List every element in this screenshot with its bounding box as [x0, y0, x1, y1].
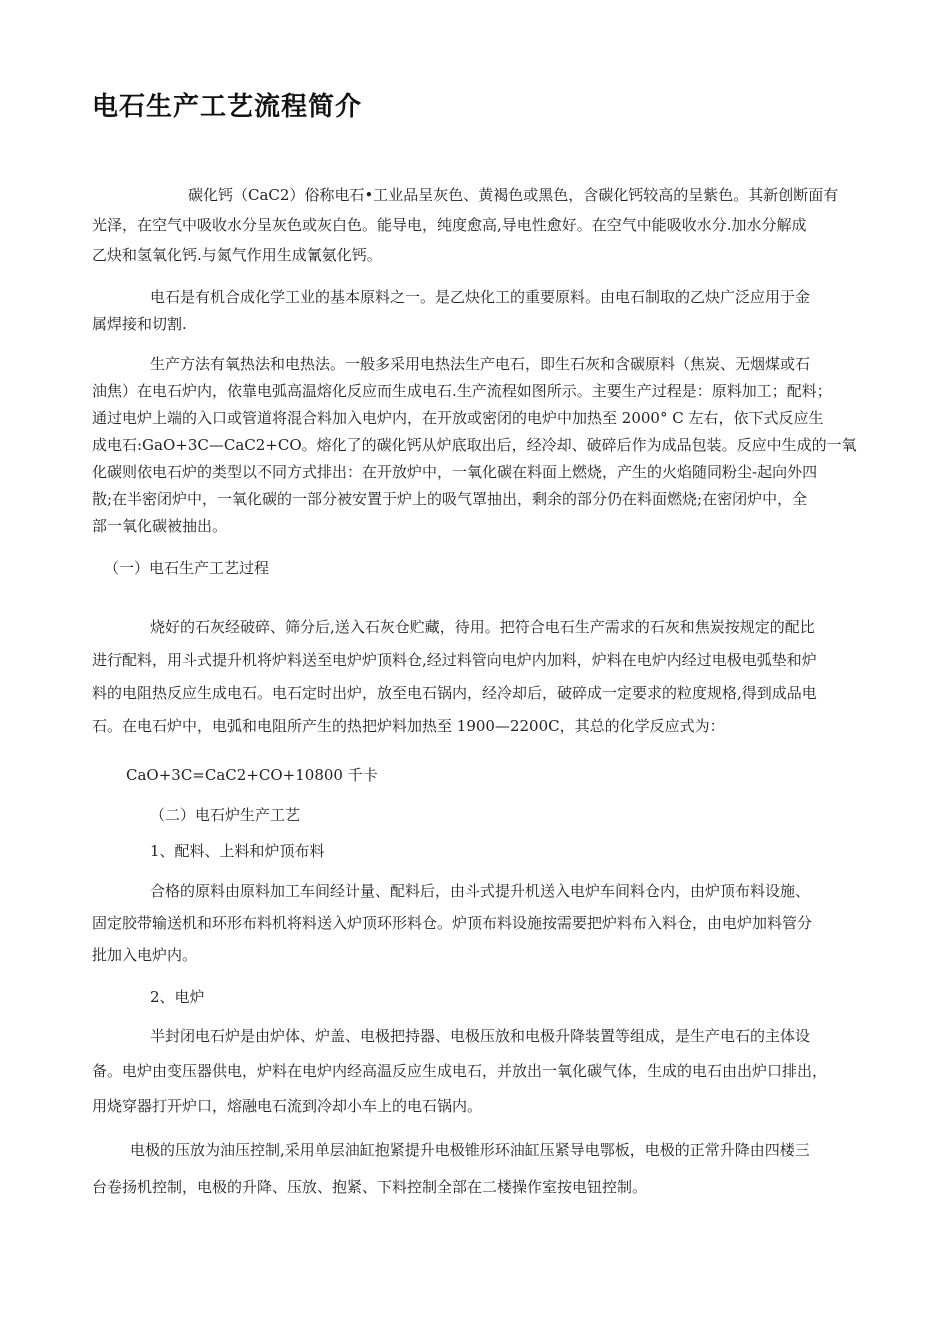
text-line: 备。电炉由变压器供电，炉料在电炉内经高温反应生成电石，并放出一氧化碳气体，生成的电石由出炉口排出，: [92, 1062, 828, 1080]
paragraph-calcium-carbide-properties: [92, 180, 838, 270]
chemical-formula: CaO+3C=CaC2+CO+10800 千卡: [126, 766, 378, 784]
subsection-heading-furnace: 2、电炉: [150, 988, 205, 1006]
text-line: 通过电炉上端的入口或管道将混合料加入电炉内，在开放或密闭的电炉中加热至 2000° C 左右，依下式反应生: [92, 409, 824, 427]
section-heading-1: （一）电石生产工艺过程: [104, 559, 270, 577]
text-line: 光泽，在空气中吸收水分呈灰色或灰白色。能导电，纯度愈高,导电性愈好。在空气中能吸收水分.加水分解成: [92, 216, 807, 234]
paragraph-process-overview: [92, 611, 817, 743]
text-line: 化碳则依电石炉的类型以不同方式排出：在开放炉中，一氧化碳在料面上燃烧，产生的火焰随同粉尘-起向外四: [92, 463, 818, 481]
text-line: 进行配料，用斗式提升机将炉料送至电炉炉顶料仓,经过料管向电炉内加料，炉料在电炉内经过电极电弧垫和炉: [92, 651, 817, 669]
text-line: 油焦）在电石炉内，依靠电弧高温熔化反应而生成电石.生产流程如图所示。主要生产过程是：原料加工；配料；: [92, 382, 832, 400]
paragraph-batching-feeding: [92, 875, 812, 971]
text-line: 合格的原料由原料加工车间经计量、配料后，由斗式提升机送入电炉车间料仓内，由炉顶布料设施、: [150, 882, 811, 900]
text-line: 成电石:GaO+3C—CaC2+CO。熔化了的碳化钙从炉底取出后，经冷却、破碎后作为成品包装。反应中生成的一氧: [92, 436, 857, 454]
text-line: 半封闭电石炉是由炉体、炉盖、电极把持器、电极压放和电极升降装置等组成，是生产电石的主体设: [150, 1027, 811, 1045]
subsection-heading-batching: 1、配料、上料和炉顶布料: [150, 842, 325, 860]
text-line: 属焊接和切割.: [92, 315, 187, 333]
text-line: 电极的压放为油压控制,采用单层油缸抱紧提升电极锥形环油缸压紧导电鄂板，电极的正常升降由四楼三: [130, 1141, 810, 1159]
text-line: 生产方法有氧热法和电热法。一般多采用电热法生产电石，即生石灰和含碳原料（焦炭、无烟煤或石: [150, 355, 811, 373]
text-line: 料的电阻热反应生成电石。电石定时出炉，放至电石锅内，经冷却后，破碎成一定要求的粒度规格,得到成品电: [92, 684, 817, 702]
text-line: 石。在电石炉中，电弧和电阻所产生的热把炉料加热至 1900—2200C，其总的化学反应式为：: [92, 717, 725, 735]
paragraph-electrode-control: [92, 1132, 810, 1206]
text-line: 批加入电炉内。: [92, 946, 198, 964]
text-line: 固定胶带输送机和环形布料机将料送入炉顶环形料仓。炉顶布料设施按需要把炉料布入料仓，由电炉加料管分: [92, 914, 813, 932]
paragraph-carbide-uses: [92, 284, 810, 338]
text-line: 用烧穿器打开炉口，熔融电石流到冷却小车上的电石锅内。: [92, 1097, 483, 1115]
text-line: 部一氧化碳被抽出。: [92, 517, 228, 535]
text-line: 散;在半密闭炉中，一氧化碳的一部分被安置于炉上的吸气罩抽出，剩余的部分仍在料面燃烧;在密闭炉中，全: [92, 490, 808, 508]
text-line: 碳化钙（CaC2）俗称电石•工业品呈灰色、黄褐色或黑色，含碳化钙较高的呈紫色。其新创断面有: [188, 186, 839, 204]
document-title: 电石生产工艺流程简介: [92, 92, 363, 122]
paragraph-production-methods: [92, 351, 857, 540]
section-heading-2: （二）电石炉生产工艺: [150, 806, 301, 824]
paragraph-furnace-description: [92, 1019, 827, 1124]
text-line: 乙炔和氢氧化钙.与氮气作用生成氰氨化钙。: [92, 246, 382, 264]
text-line: 烧好的石灰经破碎、筛分后,送入石灰仓贮藏，待用。把符合电石生产需求的石灰和焦炭按规定的配比: [150, 618, 815, 636]
text-line: 台卷扬机控制，电极的升降、压放、抱紧、下料控制全部在二楼操作室按电钮控制。: [92, 1178, 648, 1196]
text-line: 电石是有机合成化学工业的基本原料之一。是乙炔化工的重要原料。由电石制取的乙炔广泛应用于金: [150, 288, 811, 306]
